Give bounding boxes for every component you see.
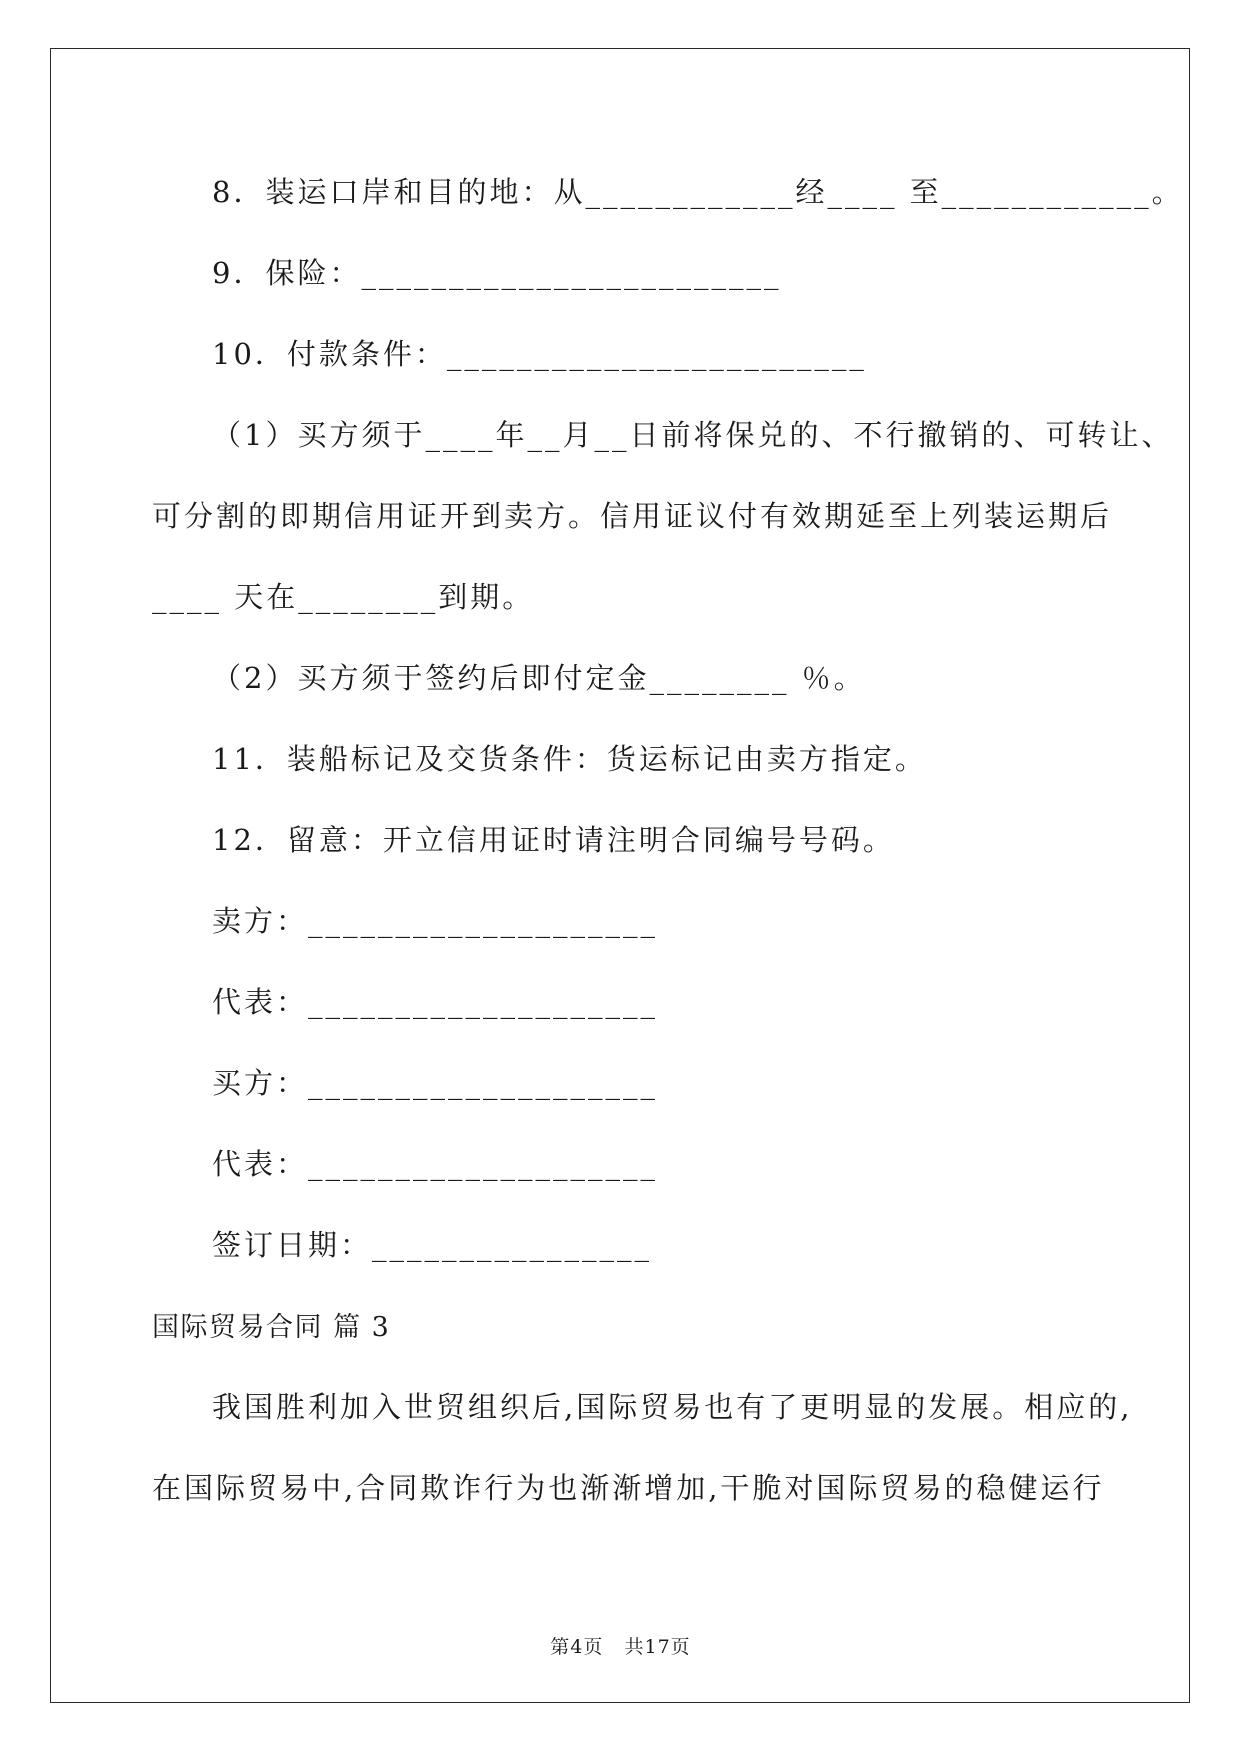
signing-date-field: 签订日期：________________ xyxy=(212,1228,653,1262)
page-border xyxy=(50,48,1190,1703)
clause-10-1-letter-of-credit: （1）买方须于____年__月__日前将保兑的、不行撤销的、可转让、 xyxy=(212,418,1174,452)
seller-representative-field: 代表：____________________ xyxy=(212,985,659,1019)
clause-10-1-expiry: ____ 天在________到期。 xyxy=(152,580,535,614)
seller-signature-field: 卖方：____________________ xyxy=(212,904,659,938)
clause-11-shipping-marks: 11．装船标记及交货条件：货运标记由卖方指定。 xyxy=(212,742,927,776)
page-number-footer: 第4页 共17页 xyxy=(550,1636,691,1658)
body-paragraph-line-2: 在国际贸易中,合同欺诈行为也渐渐增加,干脆对国际贸易的稳健运行 xyxy=(152,1471,1105,1505)
buyer-representative-field: 代表：____________________ xyxy=(212,1147,659,1181)
section-heading: 国际贸易合同 篇 3 xyxy=(152,1312,391,1343)
buyer-signature-field: 买方：____________________ xyxy=(212,1066,659,1100)
clause-10-2-deposit: （2）买方须于签约后即付定金________ ％。 xyxy=(212,661,866,695)
clause-10-payment-terms: 10．付款条件：________________________ xyxy=(212,337,867,371)
clause-12-notice: 12．留意：开立信用证时请注明合同编号号码。 xyxy=(212,823,895,857)
body-paragraph-line-1: 我国胜利加入世贸组织后,国际贸易也有了更明显的发展。相应的, xyxy=(212,1390,1133,1424)
clause-9-insurance: 9．保险：________________________ xyxy=(212,256,782,290)
clause-8-shipping-ports: 8．装运口岸和目的地：从____________经____ 至____________。 xyxy=(212,175,1184,209)
clause-10-1-continuation: 可分割的即期信用证开到卖方。信用证议付有效期延至上列装运期后 xyxy=(152,499,1113,533)
